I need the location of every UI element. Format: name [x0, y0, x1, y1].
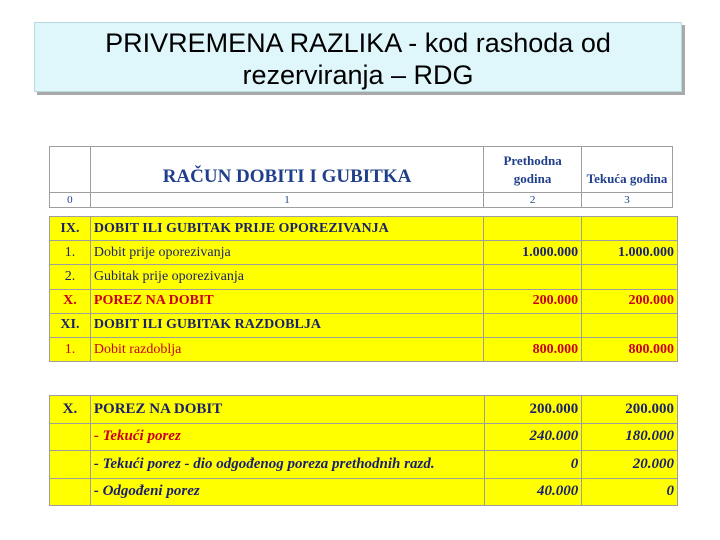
row-prev-value: 0 [484, 451, 582, 479]
row-label: DOBIT ILI GUBITAK RAZDOBLJA [90, 313, 483, 337]
row-number [50, 423, 91, 451]
row-number [50, 451, 91, 479]
table-row [50, 265, 678, 289]
table-row [50, 396, 678, 424]
slide-title-line2: rezerviranja – RDG [242, 60, 474, 90]
row-curr-value: 20.000 [582, 451, 678, 479]
row-label: Dobit razdoblja [90, 337, 483, 361]
table-row [50, 313, 678, 337]
row-prev-value: 40.000 [484, 478, 582, 506]
row-label: - Tekući porez - dio odgođenog poreza prethodnih razd. [90, 451, 484, 479]
row-prev-value: 1.000.000 [484, 241, 582, 265]
table-row [50, 241, 678, 265]
row-curr-value [582, 265, 678, 289]
row-label: - Odgođeni porez [90, 478, 484, 506]
header-col-curr: Tekuća godina [582, 147, 673, 193]
row-number: X. [50, 396, 91, 424]
header-col-prev-line2: godina [513, 170, 552, 186]
row-number: 1. [50, 241, 91, 265]
row-number: IX. [50, 217, 91, 241]
header-blank-cell [50, 147, 91, 193]
row-prev-value [484, 217, 582, 241]
row-curr-value: 800.000 [582, 337, 678, 361]
income-statement-header [49, 146, 673, 208]
header-col-prev [484, 147, 582, 193]
row-label: DOBIT ILI GUBITAK PRIJE OPOREZIVANJA [90, 217, 483, 241]
row-number: XI. [50, 313, 91, 337]
row-curr-value: 180.000 [582, 423, 678, 451]
row-label: POREZ NA DOBIT [90, 396, 484, 424]
header-idx-0: 0 [50, 193, 91, 208]
header-idx-3: 3 [582, 193, 673, 208]
row-label: Dobit prije oporezivanja [90, 241, 483, 265]
slide-title [34, 22, 682, 92]
table-row [50, 337, 678, 361]
row-curr-value: 1.000.000 [582, 241, 678, 265]
table-row [50, 451, 678, 479]
header-col-prev-line1: Prethodna [503, 152, 562, 168]
income-statement-table [49, 216, 678, 362]
slide-title-line1: PRIVREMENA RAZLIKA - kod rashoda od [105, 28, 611, 58]
row-label: POREZ NA DOBIT [90, 289, 483, 313]
row-prev-value [484, 313, 582, 337]
row-curr-value [582, 313, 678, 337]
row-prev-value: 800.000 [484, 337, 582, 361]
row-curr-value: 200.000 [582, 289, 678, 313]
tax-breakdown-table [49, 395, 678, 506]
header-main-title: RAČUN DOBITI I GUBITKA [90, 147, 483, 193]
header-idx-1: 1 [90, 193, 483, 208]
row-label: - Tekući porez [90, 423, 484, 451]
row-curr-value: 200.000 [582, 396, 678, 424]
row-number: 1. [50, 337, 91, 361]
row-label: Gubitak prije oporezivanja [90, 265, 483, 289]
row-curr-value: 0 [582, 478, 678, 506]
row-number [50, 478, 91, 506]
row-prev-value: 200.000 [484, 289, 582, 313]
row-number: X. [50, 289, 91, 313]
table-row [50, 478, 678, 506]
row-curr-value [582, 217, 678, 241]
header-idx-2: 2 [484, 193, 582, 208]
table-row [50, 289, 678, 313]
table-row [50, 217, 678, 241]
row-prev-value: 200.000 [484, 396, 582, 424]
row-number: 2. [50, 265, 91, 289]
row-prev-value: 240.000 [484, 423, 582, 451]
row-prev-value [484, 265, 582, 289]
table-row [50, 423, 678, 451]
